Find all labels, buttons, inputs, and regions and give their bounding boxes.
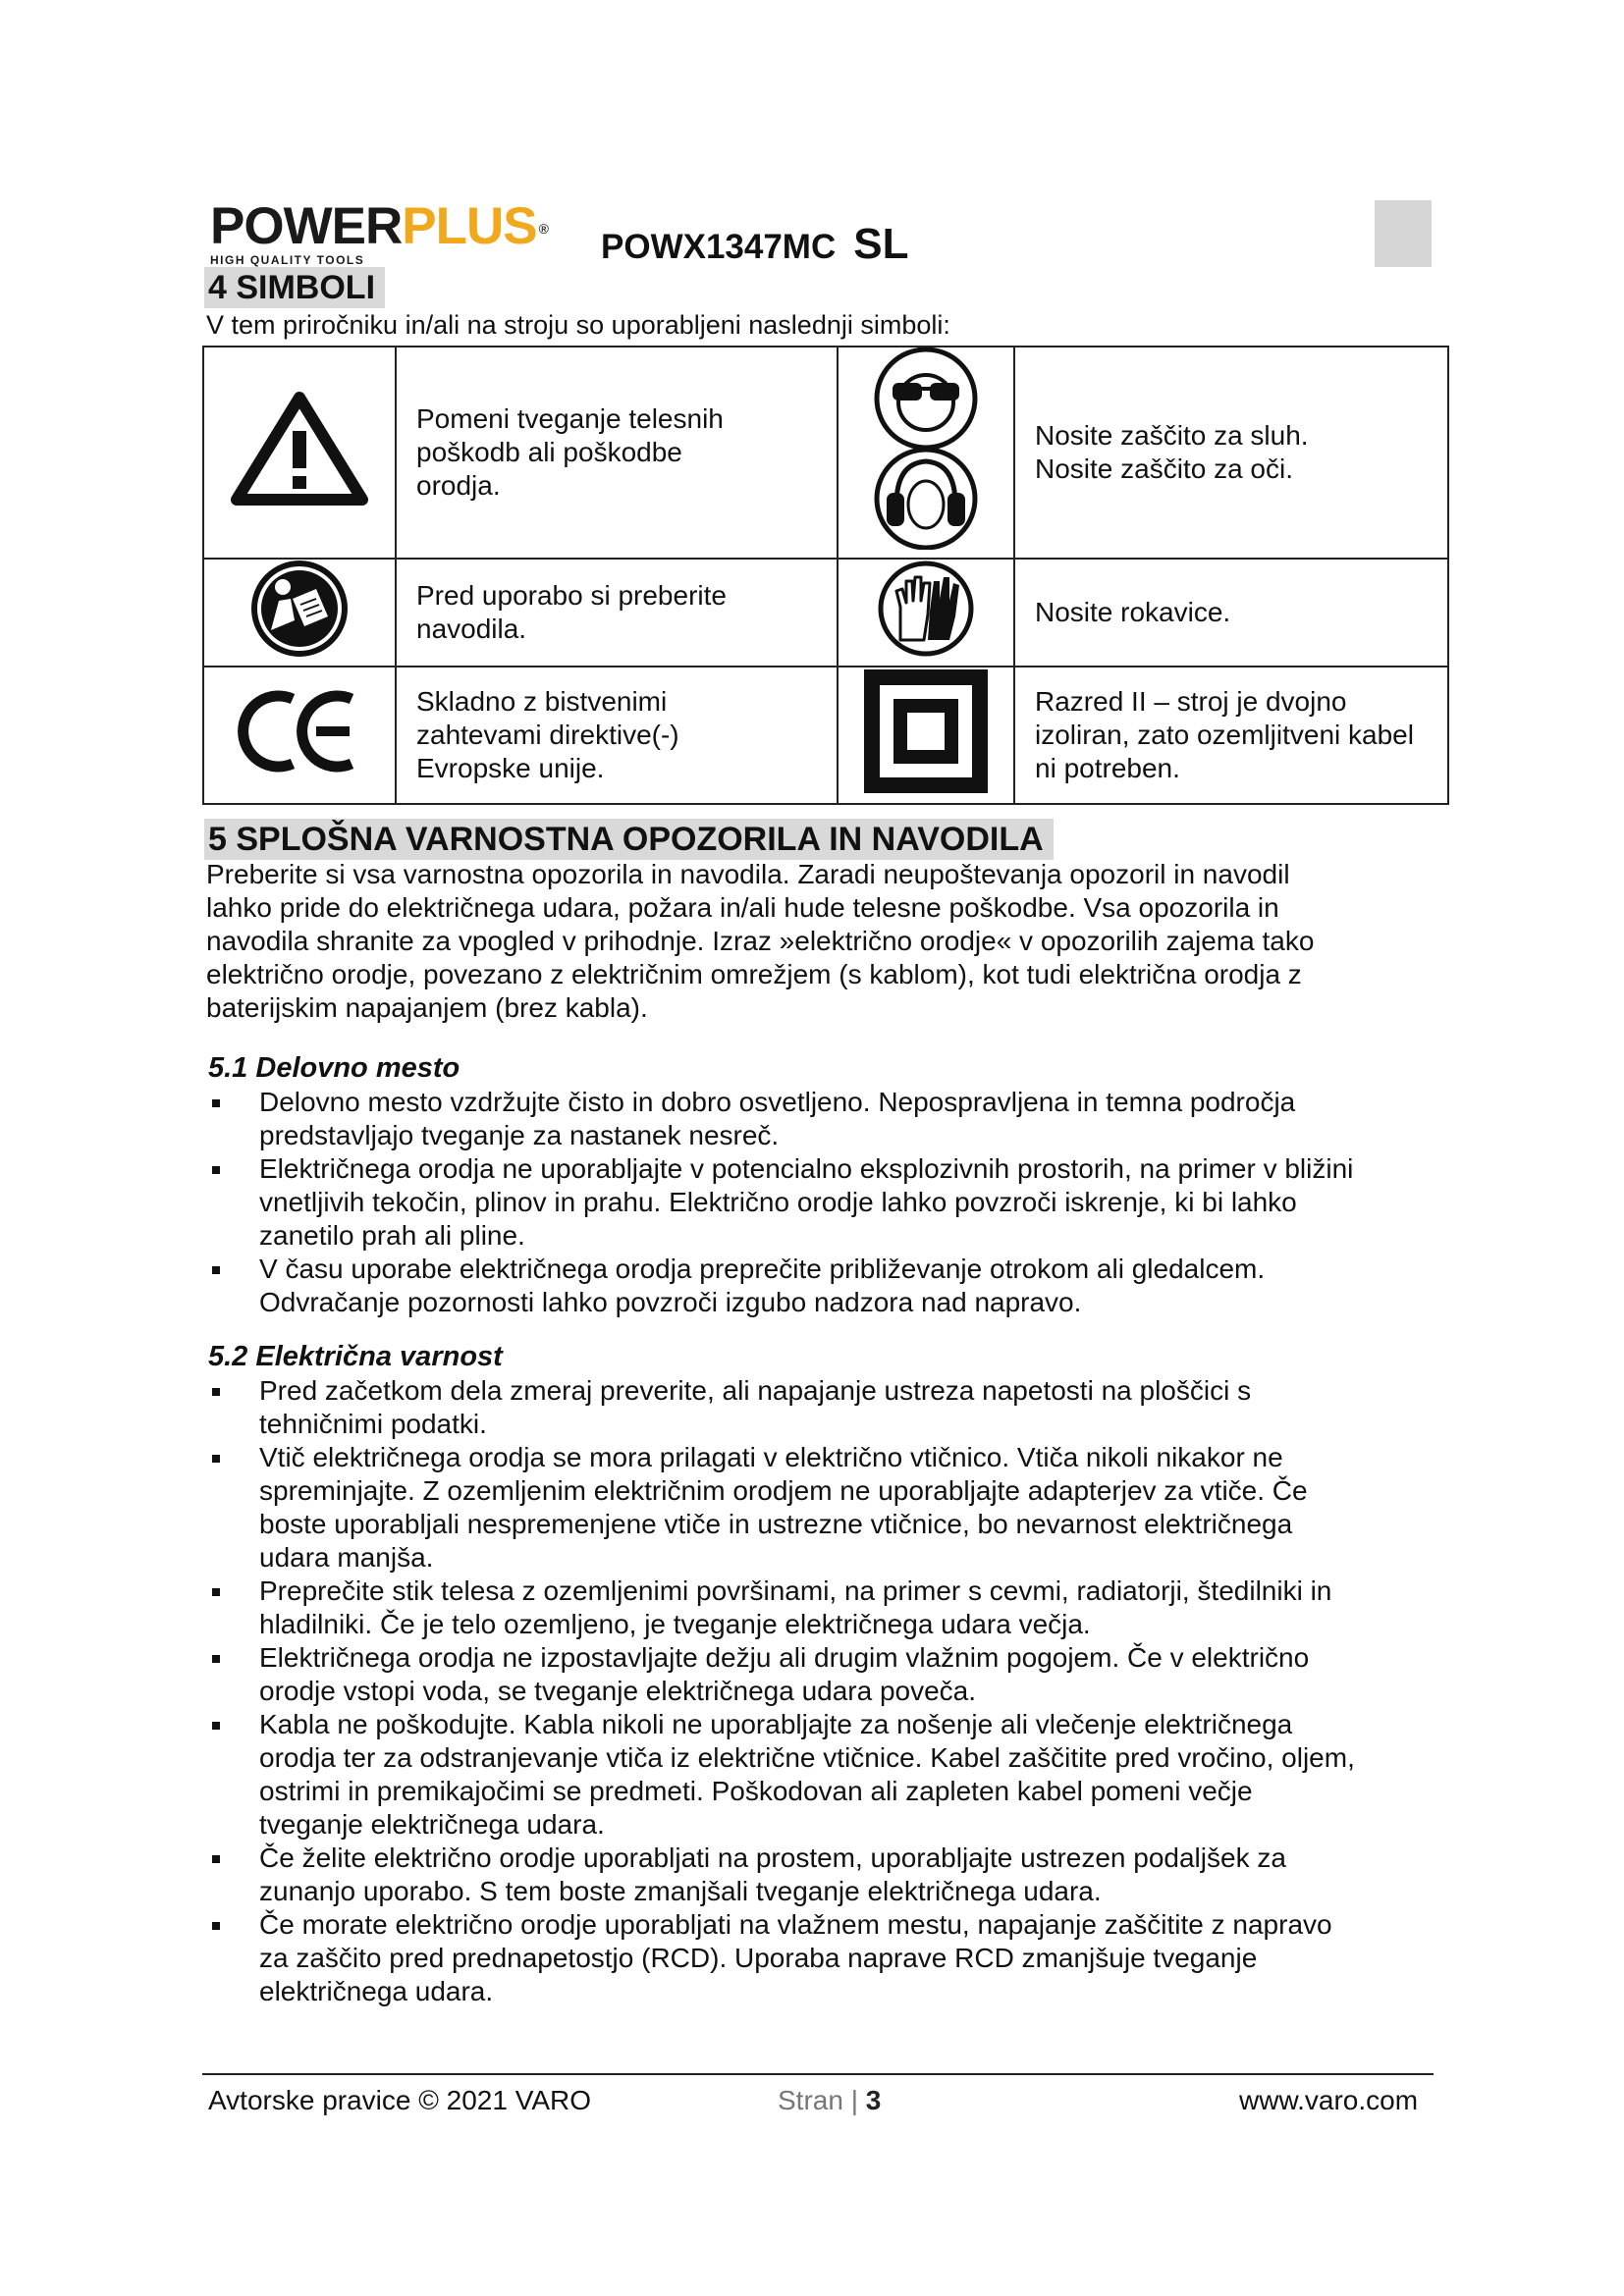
list-item: Delovno mesto vzdržujte čisto in dobro osvetljeno. Nepospravljena in temna področja predstavljajo tveganje za nastanek nesreč. [206, 1086, 1453, 1152]
brand-tagline: HIGH QUALITY TOOLS [210, 253, 365, 267]
symbol-description: Nosite rokavice. [1014, 559, 1448, 667]
workplace-list [206, 1086, 1453, 1319]
list-item: Če želite električno orodje uporabljati na prostem, uporabljajte ustrezen podaljšek za zunanjo uporabo. S tem boste zmanjšali tveganje električnega udara. [206, 1842, 1453, 1908]
list-item: Električnega orodja ne izpostavljajte dežju ali drugim vlažnim pogojem. Če v električno orodje vstopi voda, se tveganje električnega udara poveča. [206, 1641, 1453, 1708]
section-5-heading: 5 SPLOŠNA VARNOSTNA OPOZORILA IN NAVODILA [204, 819, 1054, 860]
read-manual-icon [245, 560, 353, 658]
section-4-heading: 4 SIMBOLI [204, 267, 385, 308]
symbol-description: Pomeni tveganje telesnih poškodb ali poškodbe orodja. [396, 347, 838, 559]
symbol-cell [203, 667, 396, 804]
symbol-description: Pred uporabo si preberite navodila. [396, 559, 838, 667]
brand-part1: POWER [210, 197, 403, 255]
symbol-description: Skladno z bistvenimi zahtevami direktive(-) Evropske unije. [396, 667, 838, 804]
language-code: SL [853, 220, 909, 268]
footer-page [778, 2085, 881, 2116]
section-5-intro: Preberite si vsa varnostna opozorila in navodila. Zaradi neupoštevanja opozoril in navodil lahko pride do električnega udara, požara in/ali hude telesne poškodbe. Vsa opozorila in navodila shranite za vpogled v prihodnje. Izraz »električno orodje« v opozorilih zajema tako električno orodje, povezano z električnim omrežjem (s kablom), kot tudi električna orodja z baterijskim napajanjem (brez kabla). [206, 859, 1315, 1023]
list-item: Pred začetkom dela zmeraj preverite, ali napajanje ustreza napetosti na ploščici s tehničnimi podatki. [206, 1374, 1453, 1441]
footer-website: www.varo.com [1239, 2085, 1419, 2115]
section-4-intro: V tem priročniku in/ali na stroju so uporabljeni naslednji simboli: [206, 310, 950, 340]
list-item: V času uporabe električnega orodja preprečite približevanje otrokom ali gledalcem. Odvračanje pozornosti lahko povzroči izgubo nadzora nad napravo. [206, 1253, 1453, 1319]
list-item: Vtič električnega orodja se mora prilagati v električno vtičnico. Vtiča nikoli nikakor ne spreminjajte. Z ozemljenim električnim orodjem ne uporabljajte adapterjev za vtiče. Če boste uporabljali nespremenjene vtiče in ustrezne vtičnice, bo nevarnost električnega udara manjša. [206, 1441, 1453, 1575]
page-label: Stran | [778, 2085, 866, 2115]
footer-copyright: Avtorske pravice © 2021 VARO [208, 2085, 591, 2115]
list-item: Če morate električno orodje uporabljati na vlažnem mestu, napajanje zaščitite z napravo za zaščito pred prednapetostjo (RCD). Uporaba naprave RCD zmanjšuje tveganje električnega udara. [206, 1908, 1453, 2008]
symbol-description: Nosite zaščito za sluh. Nosite zaščito za oči. [1014, 347, 1448, 559]
subsection-5-2-heading: 5.2 Električna varnost [208, 1341, 503, 1372]
electrical-safety-list [206, 1374, 1453, 2008]
page-number: 3 [865, 2085, 882, 2115]
symbols-table [202, 346, 1449, 805]
symbol-cell [838, 667, 1014, 804]
footer-divider [202, 2073, 1434, 2075]
brand-reg: ® [538, 221, 548, 237]
list-item: Preprečite stik telesa z ozemljenimi površinami, na primer s cevmi, radiatorji, štedilniki in hladilniki. Če je telo ozemljeno, je tveganje električnega udara večja. [206, 1575, 1453, 1641]
ce-mark-icon [236, 687, 363, 775]
model-code: POWX1347MC [601, 228, 837, 266]
warning-triangle-icon [231, 390, 368, 507]
language-tab-box [1375, 200, 1432, 267]
symbol-cell [838, 347, 1014, 559]
brand-logo [210, 197, 573, 267]
symbol-cell [203, 559, 396, 667]
gloves-icon [871, 560, 981, 658]
brand-part2: PLUS [402, 197, 537, 255]
ear-eye-protection-icon [867, 347, 985, 550]
symbol-cell [203, 347, 396, 559]
class-ii-icon [860, 667, 992, 795]
symbol-cell [838, 559, 1014, 667]
symbol-description: Razred II – stroj je dvojno izoliran, zato ozemljitveni kabel ni potreben. [1014, 667, 1448, 804]
subsection-5-1-heading: 5.1 Delovno mesto [208, 1052, 460, 1084]
list-item: Kabla ne poškodujte. Kabla nikoli ne uporabljajte za nošenje ali vlečenje električnega orodja ter za odstranjevanje vtiča iz električne vtičnice. Kabel zaščitite pred vročino, oljem, ostrimi in premikajočimi se predmeti. Poškodovan ali zapleten kabel pomeni večje tveganje električnega udara. [206, 1708, 1453, 1842]
list-item: Električnega orodja ne uporabljajte v potencialno eksplozivnih prostorih, na primer v bližini vnetljivih tekočin, plinov in prahu. Električno orodje lahko povzroči iskrenje, ki bi lahko zanetilo prah ali pline. [206, 1152, 1453, 1253]
model-title [601, 220, 908, 269]
